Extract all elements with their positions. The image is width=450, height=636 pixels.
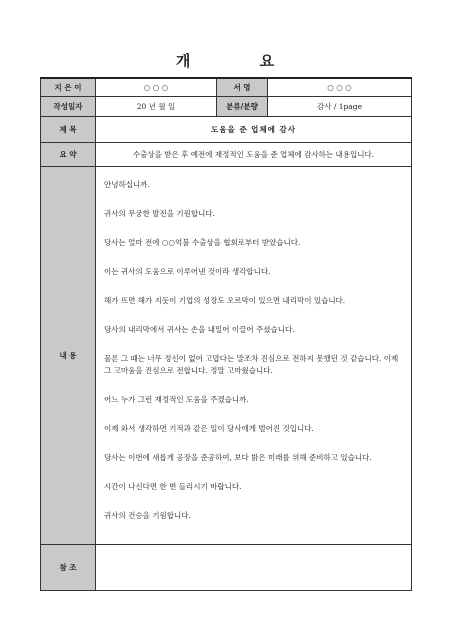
content-paragraph: 물론 그 때는 너무 정신이 없어 고맙다는 말조차 진심으로 전하지 못했던 것 같습니다. 이제 그 고마움을 진심으로 전합니다. 정말 고마웠습니다. <box>104 353 399 375</box>
content-paragraph: 당사는 얼마 전에 ○○억불 수출상을 협회로부터 받았습니다. <box>104 237 301 247</box>
content-paragraph: 당사는 이번에 새롭게 공장을 준공하여, 보다 밝은 미래를 위해 준비하고 있습니다. <box>104 452 372 462</box>
signature-value[interactable]: ○ ○ ○ <box>268 78 412 96</box>
subject-label: 제 목 <box>41 116 96 142</box>
content-paragraphs <box>100 167 407 522</box>
summary-value[interactable]: 수출상을 받은 후 예전에 재정적인 도움을 준 업체에 감사하는 내용입니다. <box>96 142 412 166</box>
content-paragraph: 이는 귀사의 도움으로 이루어낸 것이라 생각합니다. <box>104 266 271 276</box>
content-paragraph: 귀사의 무궁한 발전을 기원합니다. <box>104 208 215 218</box>
reference-value[interactable] <box>96 544 412 590</box>
subject-value[interactable]: 도움을 준 업체에 감사 <box>96 116 412 142</box>
summary-label: 요 약 <box>41 142 96 166</box>
content-paragraph: 이제 와서 생각하면 기적과 같은 일이 당사에게 벌어진 것입니다. <box>104 423 314 433</box>
overview-form <box>40 77 412 591</box>
content-label: 내 용 <box>41 166 96 544</box>
author-label: 지 은 이 <box>41 78 96 96</box>
date-label: 작성일자 <box>41 96 96 116</box>
category-label: 분류/분량 <box>217 96 268 116</box>
content-paragraph: 당사의 내리막에서 귀사는 손을 내밀어 이끌어 주셨습니다. <box>104 324 295 334</box>
content-paragraph: 귀사의 건승을 기원합니다. <box>104 510 191 520</box>
document-title: 개 요 <box>175 52 307 70</box>
content-paragraph: 안녕하십니까. <box>104 179 150 189</box>
author-value[interactable]: ○ ○ ○ <box>96 78 217 96</box>
content-paragraph: 시간이 나신다면 한 번 들리시기 바랍니다. <box>104 481 242 491</box>
content-body[interactable] <box>96 166 412 544</box>
category-value[interactable]: 감사 / 1page <box>268 96 412 116</box>
signature-label: 서 명 <box>217 78 268 96</box>
content-paragraph: 어느 누가 그런 재정적인 도움을 주겠습니까. <box>104 394 249 404</box>
content-paragraph: 해가 뜨면 해가 지듯이 기업의 성장도 오르막이 있으면 내리막이 있습니다. <box>104 295 346 305</box>
reference-label: 참 조 <box>41 544 96 590</box>
date-value[interactable]: 20 년 월 일 <box>96 96 217 116</box>
